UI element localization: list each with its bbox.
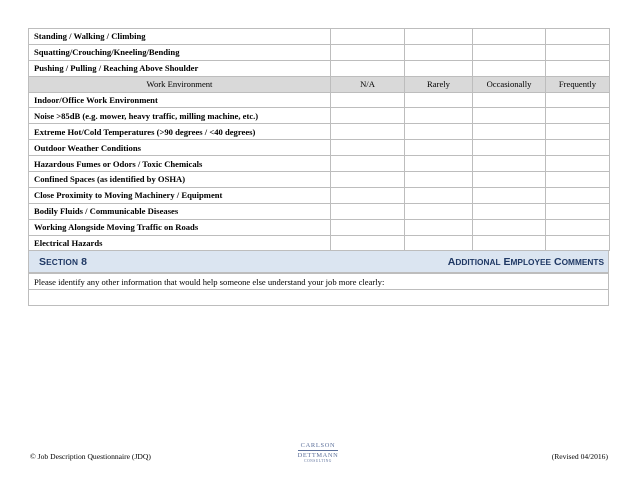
- frequency-column-header: Occasionally: [473, 76, 546, 92]
- section-number: SECTION 8: [39, 256, 88, 268]
- rating-cell[interactable]: [331, 203, 405, 219]
- row-label: Standing / Walking / Climbing: [29, 29, 331, 45]
- rating-cell[interactable]: [546, 92, 610, 108]
- row-label: Squatting/Crouching/Kneeling/Bending: [29, 44, 331, 60]
- rating-cell[interactable]: [546, 172, 610, 188]
- row-label: Working Alongside Moving Traffic on Roads: [29, 219, 331, 235]
- rating-cell[interactable]: [405, 235, 473, 251]
- rating-cell[interactable]: [405, 203, 473, 219]
- environment-row: [29, 92, 610, 108]
- footer-revision: (Revised 04/2016): [551, 452, 608, 461]
- rating-cell[interactable]: [473, 29, 546, 45]
- rating-cell[interactable]: [546, 235, 610, 251]
- rating-cell[interactable]: [546, 124, 610, 140]
- environment-row: [29, 108, 610, 124]
- row-label: Hazardous Fumes or Odors / Toxic Chemicals: [29, 156, 331, 172]
- rating-cell[interactable]: [546, 156, 610, 172]
- physical-demand-row: [29, 44, 610, 60]
- rating-cell[interactable]: [473, 219, 546, 235]
- rating-cell[interactable]: [473, 156, 546, 172]
- physical-demand-row: [29, 60, 610, 76]
- rating-cell[interactable]: [405, 219, 473, 235]
- environment-row: [29, 203, 610, 219]
- frequency-column-header: Frequently: [546, 76, 610, 92]
- rating-cell[interactable]: [473, 108, 546, 124]
- rating-cell[interactable]: [405, 172, 473, 188]
- rating-cell[interactable]: [473, 203, 546, 219]
- rating-cell[interactable]: [331, 60, 405, 76]
- rating-cell[interactable]: [473, 60, 546, 76]
- environment-row: [29, 235, 610, 251]
- row-label: Noise >85dB (e.g. mower, heavy traffic, milling machine, etc.): [29, 108, 331, 124]
- row-label: Electrical Hazards: [29, 235, 331, 251]
- demands-table: [28, 28, 610, 251]
- rating-cell[interactable]: [546, 187, 610, 203]
- rating-cell[interactable]: [546, 60, 610, 76]
- environment-row: [29, 124, 610, 140]
- environment-row: [29, 140, 610, 156]
- rating-cell[interactable]: [331, 124, 405, 140]
- comments-answer-field[interactable]: [29, 290, 609, 306]
- rating-cell[interactable]: [405, 60, 473, 76]
- rating-cell[interactable]: [405, 92, 473, 108]
- environment-row: [29, 156, 610, 172]
- rating-cell[interactable]: [473, 124, 546, 140]
- rating-cell[interactable]: [473, 92, 546, 108]
- row-label: Close Proximity to Moving Machinery / Equipment: [29, 187, 331, 203]
- frequency-column-header: Rarely: [405, 76, 473, 92]
- rating-cell[interactable]: [331, 44, 405, 60]
- rating-cell[interactable]: [473, 187, 546, 203]
- section-title: ADDITIONAL EMPLOYEE COMMENTS: [447, 256, 604, 268]
- rating-cell[interactable]: [405, 44, 473, 60]
- rating-cell[interactable]: [405, 156, 473, 172]
- row-label: Pushing / Pulling / Reaching Above Shoulder: [29, 60, 331, 76]
- rating-cell[interactable]: [473, 172, 546, 188]
- rating-cell[interactable]: [331, 156, 405, 172]
- rating-cell[interactable]: [331, 29, 405, 45]
- environment-row: [29, 219, 610, 235]
- company-logo: CARLSON DETTMANN CONSULTING: [297, 442, 339, 463]
- rating-cell[interactable]: [331, 219, 405, 235]
- rating-cell[interactable]: [331, 92, 405, 108]
- rating-cell[interactable]: [473, 235, 546, 251]
- rating-cell[interactable]: [331, 172, 405, 188]
- physical-demand-row: [29, 29, 610, 45]
- row-label: Indoor/Office Work Environment: [29, 92, 331, 108]
- rating-cell[interactable]: [405, 140, 473, 156]
- rating-cell[interactable]: [331, 187, 405, 203]
- environment-header-label: Work Environment: [29, 76, 331, 92]
- rating-cell[interactable]: [546, 29, 610, 45]
- row-label: Bodily Fluids / Communicable Diseases: [29, 203, 331, 219]
- environment-row: [29, 187, 610, 203]
- comments-table: [28, 273, 609, 306]
- rating-cell[interactable]: [405, 108, 473, 124]
- environment-row: [29, 172, 610, 188]
- comments-prompt: Please identify any other information that would help someone else understand your job more clearly:: [29, 274, 609, 290]
- rating-cell[interactable]: [405, 29, 473, 45]
- rating-cell[interactable]: [546, 203, 610, 219]
- rating-cell[interactable]: [331, 140, 405, 156]
- rating-cell[interactable]: [473, 44, 546, 60]
- rating-cell[interactable]: [331, 108, 405, 124]
- rating-cell[interactable]: [473, 140, 546, 156]
- rating-cell[interactable]: [405, 187, 473, 203]
- row-label: Extreme Hot/Cold Temperatures (>90 degrees / <40 degrees): [29, 124, 331, 140]
- frequency-column-header: N/A: [331, 76, 405, 92]
- rating-cell[interactable]: [331, 235, 405, 251]
- footer-copyright: © Job Description Questionnaire (JDQ): [30, 452, 151, 461]
- row-label: Outdoor Weather Conditions: [29, 140, 331, 156]
- rating-cell[interactable]: [405, 124, 473, 140]
- rating-cell[interactable]: [546, 44, 610, 60]
- section-8-header: [28, 250, 609, 273]
- row-label: Confined Spaces (as identified by OSHA): [29, 172, 331, 188]
- rating-cell[interactable]: [546, 219, 610, 235]
- environment-header-row: [29, 76, 610, 92]
- rating-cell[interactable]: [546, 140, 610, 156]
- rating-cell[interactable]: [546, 108, 610, 124]
